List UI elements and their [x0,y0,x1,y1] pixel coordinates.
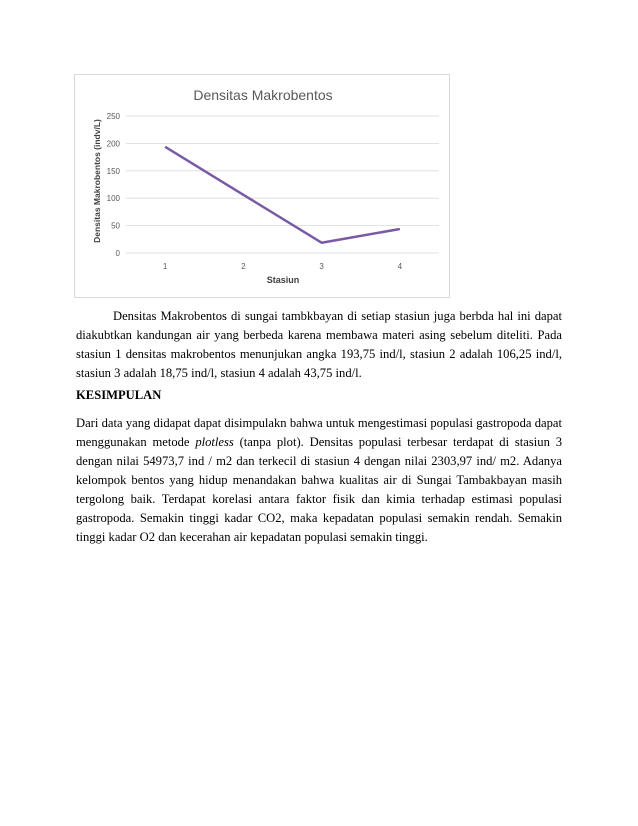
y-axis-label: Densitas Makrobentos (indv/L) [92,119,102,243]
y-tick-label: 0 [115,249,120,258]
series-line [165,147,400,243]
kesimpulan-text-2: (tanpa plot). Densitas populasi terbesar terdapat di stasiun 3 dengan nilai 54973,7 ind / m2 dan terkecil di stasiun 4 dengan nilai 2303,97 ind/ m2. Adanya kelompok bentos yang hidup menandakan bahwa kualitas air di Sungai Tambakbayan masih tergolong baik. Terdapat korelasi antara faktor fisik dan kimia terhadap estimasi populasi gastropoda. Semakin tinggi kadar CO2, maka kepadatan populasi semakin rendah. Semakin tinggi kadar O2 dan kecerahan air kepadatan populasi semakin tinggi. [76,435,562,544]
x-tick-label: 3 [319,262,324,271]
x-tick-label: 1 [162,262,168,271]
y-tick-label: 200 [106,139,120,149]
x-tick-label: 4 [397,262,403,271]
chart-title: Densitas Makrobentos [193,87,333,103]
heading-kesimpulan: KESIMPULAN [76,388,162,402]
x-tick-label: 2 [241,262,246,271]
y-tick-label: 150 [106,166,120,176]
y-tick-label: 50 [111,221,120,231]
chart-area [74,74,450,298]
y-tick-label: 250 [106,112,120,121]
paragraph-densitas: Densitas Makrobentos di sungai tambkbayan di setiap stasiun juga berbda hal ini dapat diakubtkan kandungan air yang berbeda karena membawa materi asing sebelum diteliti. Pada stasiun 1 densitas makrobentos menunjukan angka 193,75 ind/l, stasiun 2 adalah 106,25 ind/l, stasiun 3 adalah 18,75 ind/l, stasiun 4 adalah 43,75 ind/l. [76,309,562,380]
kesimpulan-italic: plotless [195,435,234,449]
paragraph-kesimpulan [76,414,562,547]
line-chart [75,75,451,299]
y-tick-label: 100 [106,194,120,204]
x-axis-label: Stasiun [266,275,300,285]
kesimpulan-text-1: Dari data yang didapat dapat disimpulakn bahwa untuk mengestimasi populasi gastropoda dapat menggunakan metode [76,416,562,449]
